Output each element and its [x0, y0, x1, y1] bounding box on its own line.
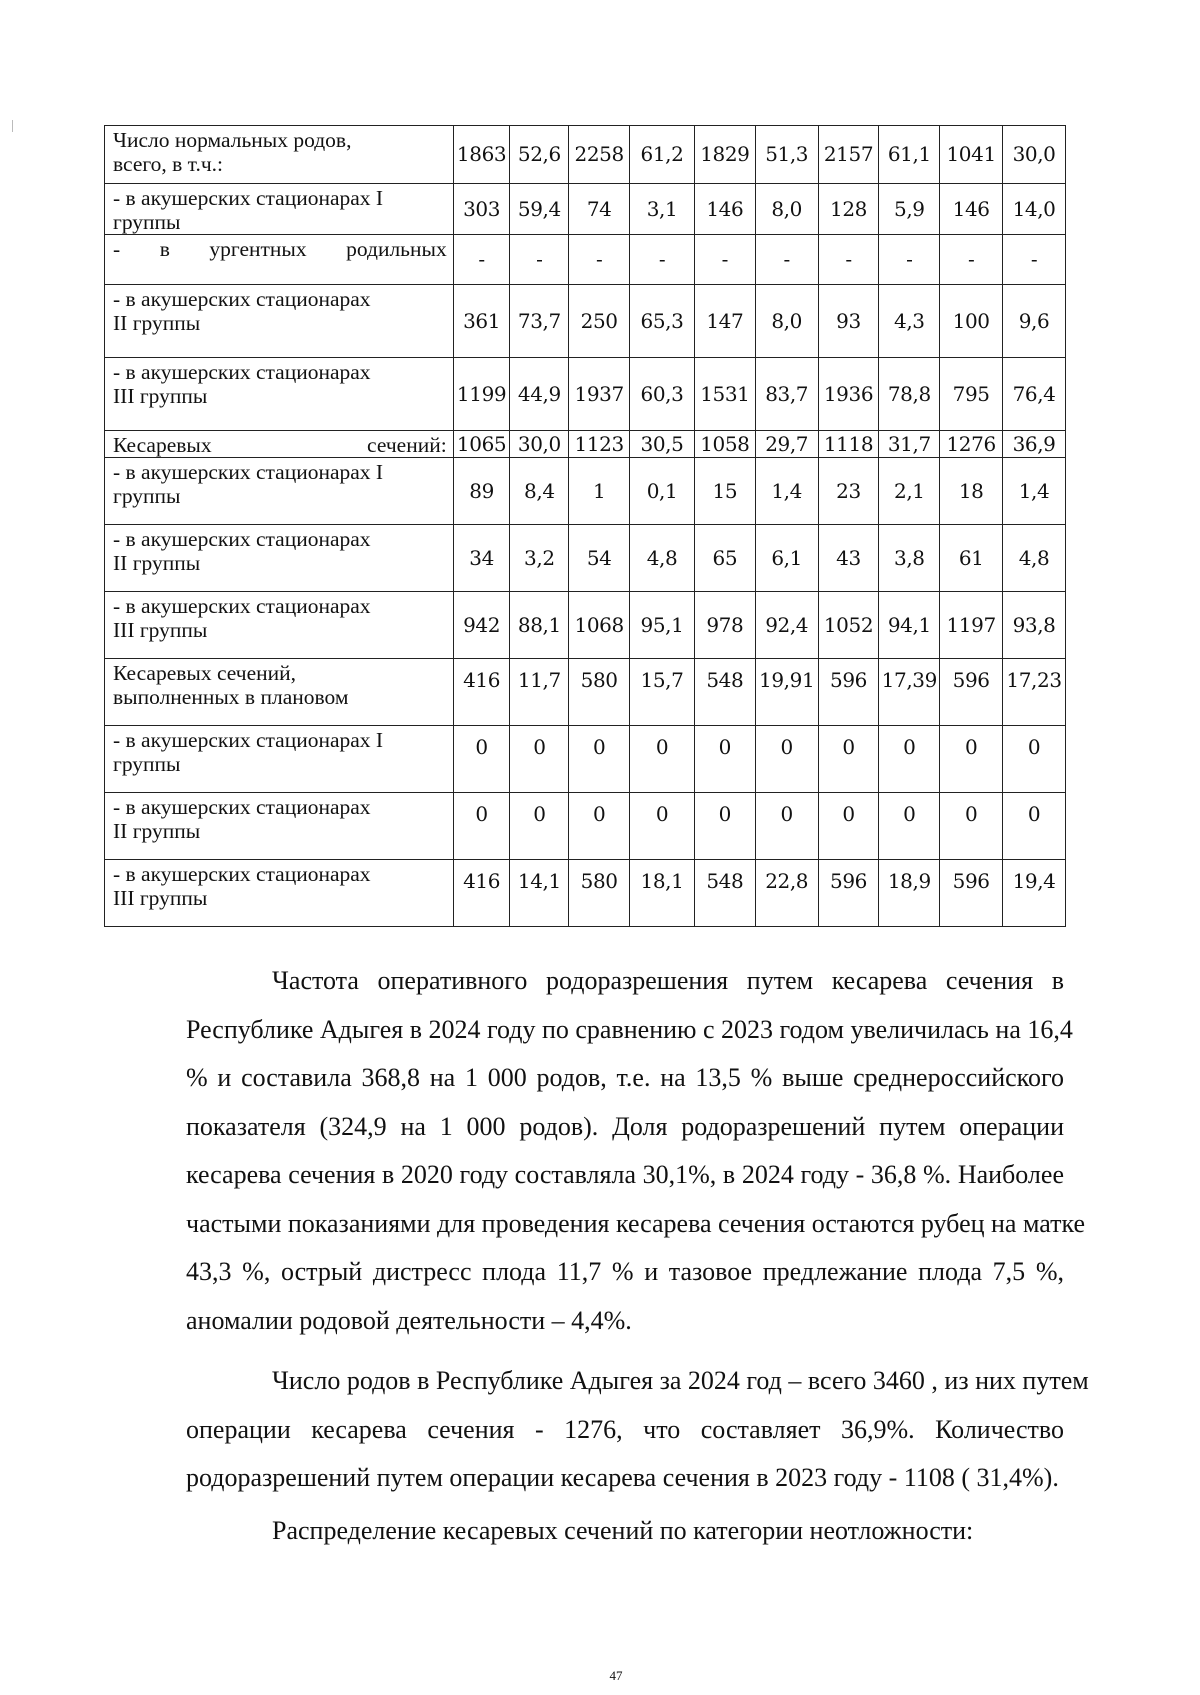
row-label [105, 235, 454, 285]
table-cell: 1118 [818, 431, 879, 458]
row-label-line: III группы [113, 618, 208, 643]
table-cell: 61,2 [630, 126, 695, 184]
table-cell: 18,9 [879, 860, 940, 927]
table-cell: 73,7 [510, 285, 569, 358]
table-cell: 1829 [694, 126, 755, 184]
table-cell: 61 [940, 525, 1003, 592]
table-cell: 8,0 [755, 184, 818, 235]
table-cell: 65,3 [630, 285, 695, 358]
table-cell: 0 [1003, 726, 1066, 793]
paragraph-line: частыми показаниями для проведения кесарева сечения остаются рубец на матке [186, 1208, 1086, 1238]
row-label [105, 458, 454, 525]
table-cell: - [453, 235, 510, 285]
table-cell: 1 [569, 458, 630, 525]
paragraph-line: Распределение кесаревых сечений по категории неотложности: [272, 1516, 974, 1545]
table-cell: - [755, 235, 818, 285]
table-cell: 0,1 [630, 458, 695, 525]
table-cell: 1041 [940, 126, 1003, 184]
table-cell: - [940, 235, 1003, 285]
table-cell: 60,3 [630, 358, 695, 431]
table-cell: 59,4 [510, 184, 569, 235]
table-cell: 1123 [569, 431, 630, 458]
table-cell: 942 [453, 592, 510, 659]
row-label [105, 793, 454, 860]
row-label-line: III группы [113, 886, 208, 911]
row-label-line: II группы [113, 311, 201, 336]
table-cell: 4,8 [630, 525, 695, 592]
table-row [105, 458, 1066, 525]
table-cell: 11,7 [510, 659, 569, 726]
table-cell: - [630, 235, 695, 285]
row-label [105, 592, 454, 659]
table-cell: 17,39 [879, 659, 940, 726]
table-cell: 1863 [453, 126, 510, 184]
table-cell: 51,3 [755, 126, 818, 184]
table-cell: 1068 [569, 592, 630, 659]
page-number: 47 [609, 1668, 623, 1683]
table-cell: 548 [694, 659, 755, 726]
row-label [105, 659, 454, 726]
table-cell: 146 [694, 184, 755, 235]
table-cell: 54 [569, 525, 630, 592]
table-cell: 100 [940, 285, 1003, 358]
table-cell: 17,23 [1003, 659, 1066, 726]
table-row [105, 431, 1066, 458]
table-cell: 95,1 [630, 592, 695, 659]
table-cell: 128 [818, 184, 879, 235]
table-cell: 93 [818, 285, 879, 358]
table-cell: 0 [510, 793, 569, 860]
scan-edge-mark [12, 120, 13, 132]
table-cell: 36,9 [1003, 431, 1066, 458]
table-row [105, 235, 1066, 285]
table-cell: 146 [940, 184, 1003, 235]
birth-statistics-table [104, 125, 1066, 927]
table-cell: 2157 [818, 126, 879, 184]
table-row [105, 184, 1066, 235]
table-cell: 19,4 [1003, 860, 1066, 927]
table-row [105, 726, 1066, 793]
table-cell: 0 [630, 726, 695, 793]
row-label-line: - в акушерских стационарах [113, 527, 371, 552]
table-cell: 83,7 [755, 358, 818, 431]
table-cell: 94,1 [879, 592, 940, 659]
table-cell: 1052 [818, 592, 879, 659]
table-cell: 18 [940, 458, 1003, 525]
table-cell: 978 [694, 592, 755, 659]
table-cell: 580 [569, 860, 630, 927]
row-label-line: Кесаревых сечений: [113, 433, 447, 458]
row-label-line: Число нормальных родов, [113, 128, 352, 152]
table-cell: 2258 [569, 126, 630, 184]
table-cell: 361 [453, 285, 510, 358]
table-cell: - [879, 235, 940, 285]
row-label-line: - в акушерских стационарах [113, 287, 371, 312]
paragraph-line: Число родов в Республике Адыгея за 2024 год – всего 3460 , из них путем [272, 1366, 1089, 1395]
paragraph-urgency-intro [186, 1507, 1064, 1556]
table-cell: 30,0 [1003, 126, 1066, 184]
table-cell: 44,9 [510, 358, 569, 431]
row-label-line: - в акушерских стационарах [113, 862, 371, 887]
table-cell: 0 [453, 793, 510, 860]
table-cell: 0 [755, 793, 818, 860]
table-cell: 18,1 [630, 860, 695, 927]
table-cell: 61,1 [879, 126, 940, 184]
table-cell: 0 [453, 726, 510, 793]
table-cell: 0 [630, 793, 695, 860]
table-row [105, 592, 1066, 659]
table-cell: - [818, 235, 879, 285]
table-cell: 0 [569, 793, 630, 860]
table-cell: 6,1 [755, 525, 818, 592]
table-cell: 14,0 [1003, 184, 1066, 235]
row-label [105, 126, 454, 184]
table-cell: 23 [818, 458, 879, 525]
table-cell: 1197 [940, 592, 1003, 659]
table-cell: 596 [940, 659, 1003, 726]
table-cell: - [510, 235, 569, 285]
table-cell: 0 [569, 726, 630, 793]
paragraph-line: родоразрешений путем операции кесарева сечения в 2023 году - 1108 ( 31,4%). [186, 1463, 1059, 1492]
row-label-line: - в акушерских стационарах [113, 795, 371, 820]
table-row [105, 285, 1066, 358]
table-cell: 1531 [694, 358, 755, 431]
paragraph-line: % и составила 368,8 на 1 000 родов, т.е. на 13,5 % выше среднероссийского [186, 1063, 1064, 1092]
table-cell: 4,3 [879, 285, 940, 358]
table-cell: 1276 [940, 431, 1003, 458]
table-cell: 2,1 [879, 458, 940, 525]
row-label-line: - в акушерских стационарах [113, 594, 371, 619]
table-body [105, 126, 1066, 927]
table-cell: 19,91 [755, 659, 818, 726]
table-cell: 0 [940, 793, 1003, 860]
table-cell: 78,8 [879, 358, 940, 431]
table-cell: 596 [818, 860, 879, 927]
table-row [105, 793, 1066, 860]
table-cell: 3,2 [510, 525, 569, 592]
table-cell: 596 [818, 659, 879, 726]
row-label-line: группы [113, 752, 181, 777]
table-cell: 1058 [694, 431, 755, 458]
paragraph-line: Республике Адыгея в 2024 году по сравнению с 2023 годом увеличилась на 16,4 [186, 1014, 1073, 1044]
table-cell: 89 [453, 458, 510, 525]
table-cell: - [569, 235, 630, 285]
table-cell: 0 [818, 726, 879, 793]
row-label-line: - в ургентных родильных [113, 237, 447, 262]
table-cell: 8,0 [755, 285, 818, 358]
row-label-line: выполненных в плановом [113, 685, 349, 710]
table-cell: 43 [818, 525, 879, 592]
table-cell: 0 [694, 793, 755, 860]
table-cell: 52,6 [510, 126, 569, 184]
table-cell: 250 [569, 285, 630, 358]
row-label-line: III группы [113, 384, 208, 409]
table-cell: 92,4 [755, 592, 818, 659]
row-label-line: - в акушерских стационарах I [113, 460, 384, 485]
table-cell: 22,8 [755, 860, 818, 927]
table-cell: 0 [755, 726, 818, 793]
table-cell: 303 [453, 184, 510, 235]
table-row [105, 358, 1066, 431]
table-cell: 3,1 [630, 184, 695, 235]
table-cell: 147 [694, 285, 755, 358]
table-cell: 30,0 [510, 431, 569, 458]
table-row [105, 860, 1066, 927]
row-label-line: - в акушерских стационарах I [113, 186, 384, 210]
row-label-line: - в акушерских стационарах [113, 360, 371, 385]
paragraph-line: показателя (324,9 на 1 000 родов). Доля родоразрешений путем операции [186, 1111, 1064, 1141]
table-cell: 1937 [569, 358, 630, 431]
paragraph-cesarean-frequency [186, 957, 1086, 1345]
table-cell: 29,7 [755, 431, 818, 458]
table-cell: 93,8 [1003, 592, 1066, 659]
table-cell: 31,7 [879, 431, 940, 458]
table-cell: 416 [453, 659, 510, 726]
paragraph-line: 43,3 %, острый дистресс плода 11,7 % и тазовое предлежание плода 7,5 %, [186, 1257, 1064, 1286]
row-label-line: - в акушерских стационарах I [113, 728, 384, 753]
table-cell: 3,8 [879, 525, 940, 592]
table-cell: 0 [879, 726, 940, 793]
row-label [105, 431, 454, 458]
table-row [105, 126, 1066, 184]
paragraph-line: операции кесарева сечения - 1276, что составляет 36,9%. Количество [186, 1414, 1064, 1444]
table-cell: 795 [940, 358, 1003, 431]
table-cell: 0 [510, 726, 569, 793]
row-label [105, 285, 454, 358]
table-cell: 0 [879, 793, 940, 860]
table-cell: 1065 [453, 431, 510, 458]
table-row [105, 659, 1066, 726]
table-cell: 30,5 [630, 431, 695, 458]
row-label [105, 726, 454, 793]
table-cell: 1,4 [1003, 458, 1066, 525]
table-cell: 580 [569, 659, 630, 726]
table-cell: 15 [694, 458, 755, 525]
row-label-line: Кесаревых сечений, [113, 661, 297, 686]
table-cell: 548 [694, 860, 755, 927]
table-cell: 9,6 [1003, 285, 1066, 358]
table-cell: 76,4 [1003, 358, 1066, 431]
table-cell: 65 [694, 525, 755, 592]
row-label [105, 860, 454, 927]
table-cell: 4,8 [1003, 525, 1066, 592]
table-cell: 15,7 [630, 659, 695, 726]
paragraph-line: Частота оперативного родоразрешения путем кесарева сечения в [272, 966, 1064, 995]
row-label-line: II группы [113, 551, 201, 576]
table-cell: 8,4 [510, 458, 569, 525]
table-cell: 416 [453, 860, 510, 927]
row-label-line: всего, в т.ч.: [113, 152, 223, 177]
row-label [105, 525, 454, 592]
row-label-line: группы [113, 210, 181, 235]
table-cell: 0 [1003, 793, 1066, 860]
table-cell: 1,4 [755, 458, 818, 525]
table-cell: 14,1 [510, 860, 569, 927]
table-cell: - [694, 235, 755, 285]
row-label-line: II группы [113, 819, 201, 844]
table-cell: 0 [818, 793, 879, 860]
table-cell: 88,1 [510, 592, 569, 659]
table-row [105, 525, 1066, 592]
table-cell: 5,9 [879, 184, 940, 235]
table-cell: 0 [694, 726, 755, 793]
paragraph-births-total [186, 1357, 1089, 1503]
paragraph-line: кесарева сечения в 2020 году составляла 30,1%, в 2024 году - 36,8 %. Наиболее [186, 1160, 1064, 1189]
table-cell: 596 [940, 860, 1003, 927]
table-cell: 1936 [818, 358, 879, 431]
row-label [105, 358, 454, 431]
table-cell: - [1003, 235, 1066, 285]
paragraph-line: аномалии родовой деятельности – 4,4%. [186, 1305, 632, 1335]
table-cell: 1199 [453, 358, 510, 431]
row-label [105, 184, 454, 235]
table-cell: 34 [453, 525, 510, 592]
row-label-line: группы [113, 484, 181, 509]
table-cell: 0 [940, 726, 1003, 793]
table-cell: 74 [569, 184, 630, 235]
